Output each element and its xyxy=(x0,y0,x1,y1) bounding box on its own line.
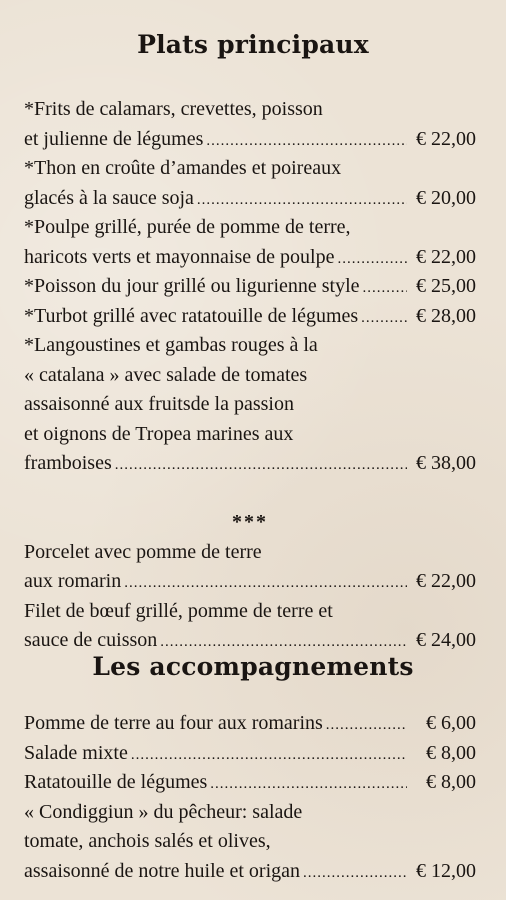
menu-item-line xyxy=(24,125,476,155)
menu-item-line xyxy=(24,243,476,273)
menu-item-text: et julienne de légumes xyxy=(24,127,204,150)
section-title-main-courses: Plats principaux xyxy=(137,30,369,59)
menu-item-price: € 38,00 xyxy=(416,452,476,474)
menu-item-line xyxy=(24,184,476,214)
section-title-sides: Les accompagnements xyxy=(92,652,414,681)
menu-item-text: *Frits de calamars, crevettes, poisson xyxy=(24,98,323,120)
menu-item-text: *Langoustines et gambas rouges à la xyxy=(24,334,318,356)
menu-item-line xyxy=(24,213,476,243)
menu-item-line xyxy=(24,272,476,302)
menu-item-price: € 24,00 xyxy=(416,629,476,651)
menu-item-text: haricots verts et mayonnaise de poulpe xyxy=(24,245,335,268)
dot-leader xyxy=(115,451,407,481)
dot-leader xyxy=(206,127,407,157)
menu-item-price: € 20,00 xyxy=(416,186,476,209)
menu-item-line xyxy=(24,857,476,887)
menu-item-text: assaisonné aux fruitsde la passion xyxy=(24,393,294,415)
menu-item-price: € 22,00 xyxy=(416,570,476,592)
menu-item-text: aux romarin xyxy=(24,570,122,592)
meat-courses-list xyxy=(24,508,476,656)
menu-item-price: € 8,00 xyxy=(426,771,476,793)
sides-list xyxy=(24,709,476,886)
menu-item-line xyxy=(24,827,476,857)
dot-leader xyxy=(210,770,407,800)
dot-leader xyxy=(131,741,407,771)
menu-item-line xyxy=(24,302,476,332)
dot-leader xyxy=(303,859,407,889)
menu-item-text: framboises xyxy=(24,452,112,474)
menu-item-line xyxy=(24,95,476,125)
dot-leader xyxy=(363,274,407,304)
menu-item-text: et oignons de Tropea marines aux xyxy=(24,422,294,445)
menu-item-text: « catalana » avec salade de tomates xyxy=(24,363,308,386)
dot-leader xyxy=(124,569,407,599)
menu-item-price: € 8,00 xyxy=(426,741,476,764)
menu-item-line xyxy=(24,154,476,184)
menu-item-line xyxy=(24,597,476,627)
section-separator: *** xyxy=(232,511,268,533)
dot-leader xyxy=(326,711,407,741)
menu-item-text: Ratatouille de légumes xyxy=(24,771,208,793)
menu-item-price: € 28,00 xyxy=(416,304,476,327)
dot-leader xyxy=(337,245,407,275)
menu-item-price: € 22,00 xyxy=(416,245,476,268)
menu-item-line xyxy=(24,798,476,828)
menu-item-text: « Condiggiun » du pêcheur: salade xyxy=(24,800,303,823)
dot-leader xyxy=(197,186,407,216)
menu-item-text: *Turbot grillé avec ratatouille de légumes xyxy=(24,304,359,327)
menu-item-line xyxy=(24,361,476,391)
menu-item-text: sauce de cuisson xyxy=(24,629,158,651)
menu-item-price: € 12,00 xyxy=(416,859,476,882)
menu-item-text: *Thon en croûte d’amandes et poireaux xyxy=(24,157,342,179)
menu-item-line xyxy=(24,420,476,450)
menu-item-text: *Poisson du jour grillé ou ligurienne style xyxy=(24,275,360,297)
menu-item-price: € 25,00 xyxy=(416,275,476,297)
menu-item-line xyxy=(24,449,476,479)
menu-item-text: Salade mixte xyxy=(24,741,128,764)
menu-item-price: € 6,00 xyxy=(426,712,476,734)
menu-item-text: Filet de bœuf grillé, pomme de terre et xyxy=(24,599,333,622)
menu-item-line xyxy=(24,739,476,769)
main-courses-list xyxy=(24,95,476,479)
menu-item-price: € 22,00 xyxy=(416,127,476,150)
menu-item-text: tomate, anchois salés et olives, xyxy=(24,830,271,852)
menu-item-line xyxy=(24,709,476,739)
dot-leader xyxy=(361,304,407,334)
menu-item-text: *Poulpe grillé, purée de pomme de terre, xyxy=(24,216,351,238)
menu-item-line xyxy=(24,390,476,420)
menu-item-text: Pomme de terre au four aux romarins xyxy=(24,712,323,734)
menu-item-line xyxy=(24,567,476,597)
menu-item-text: glacés à la sauce soja xyxy=(24,186,194,209)
menu-item-line xyxy=(24,768,476,798)
menu-item-line xyxy=(24,331,476,361)
menu-item-text: Porcelet avec pomme de terre xyxy=(24,540,262,563)
menu-item-text: assaisonné de notre huile et origan xyxy=(24,859,301,882)
menu-item-line xyxy=(24,538,476,568)
